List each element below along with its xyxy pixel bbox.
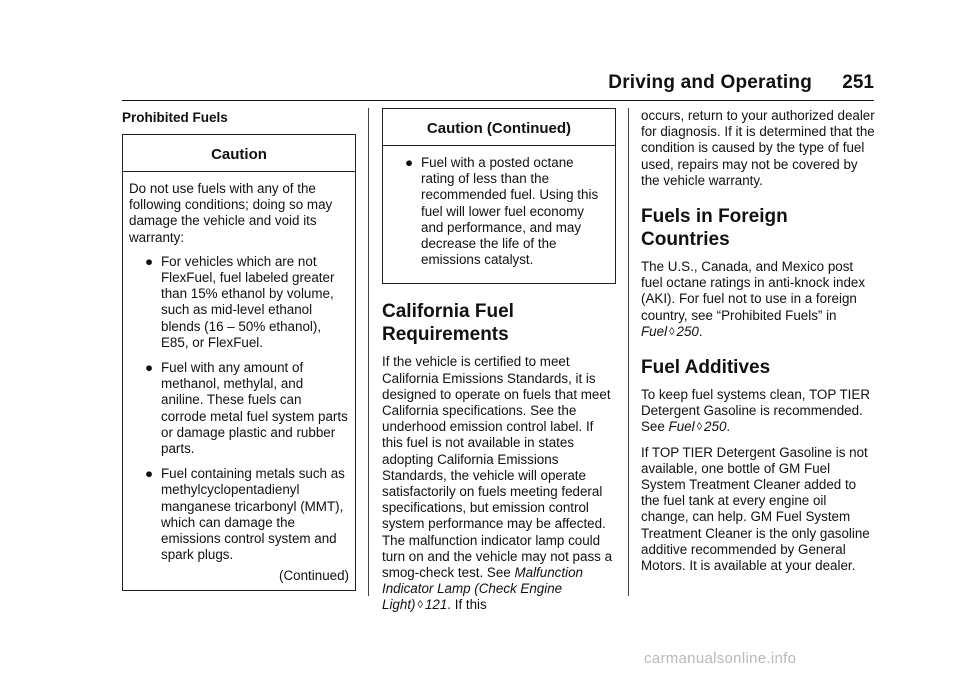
continued-paragraph: occurs, return to your authorized dealer for diagnosis. If it is determined that the condition is caused by the type of fuel used, repairs may not be covered by the vehicle warranty. bbox=[641, 108, 875, 188]
bullet-text: Fuel with any amount of methanol, methylal, and aniline. These fuels can corrode metal fuel system parts or damage plastic and rubber parts. bbox=[161, 360, 348, 457]
mil-link[interactable]: Malfunction Indicator Lamp (Check Engine Light) bbox=[382, 565, 583, 613]
page-ref-250[interactable]: 250 bbox=[704, 419, 727, 435]
fuel-additives-paragraph-2: If TOP TIER Detergent Gasoline is not available, one bottle of GM Fuel System Treatment Cleaner added to the fuel tank at every engine oil change, can help. GM Fuel System Treatment Cleaner is the only gasoline additive recommended by General Motors. It is available at your dealer. bbox=[641, 444, 870, 574]
page-header bbox=[122, 72, 874, 101]
fuel-additives-paragraph-1: To keep fuel systems clean, TOP TIER Detergent Gasoline is recommended. See Fuel ◊ 250. bbox=[641, 387, 870, 435]
page-number: 251 bbox=[842, 72, 874, 93]
page-ref-250[interactable]: 250 bbox=[676, 323, 699, 339]
page-ref-icon: ◊ bbox=[417, 599, 423, 612]
page-ref-icon: ◊ bbox=[669, 325, 675, 338]
caution-continued-title: Caution (Continued) bbox=[383, 109, 615, 146]
foreign-fuels-heading: Fuels in Foreign Countries bbox=[641, 206, 788, 251]
column-divider-1 bbox=[368, 108, 369, 596]
foreign-fuels-paragraph: The U.S., Canada, and Mexico post fuel octane ratings in anti-knock index (AKI). For fuel not to use in a foreign country, see “Prohibited Fuels” in Fuel ◊ 250. bbox=[641, 259, 866, 339]
column-3 bbox=[641, 108, 875, 583]
california-paragraph: If the vehicle is certified to meet California Emissions Standards, it is designed to operate on fuels that meet California specifications. See the underhood emission control label. If this fuel is not available in states adopting California Emissions Standards, the vehicle will operate satisfactorily on fuels meeting federal specifications, but emission control system performance may be affected. The malfunction indicator lamp could turn on and the vehicle may not pass a smog-check test. See Malfunction Indicator Lamp (Check Engine Light) ◊ 121. If this bbox=[382, 354, 613, 613]
bullet-text: Fuel containing metals such as methylcyclopentadienyl manganese tricarbonyl (MMT), which can damage the emissions control system and spark plugs. bbox=[161, 466, 345, 563]
caution-bullet-1 bbox=[129, 254, 349, 351]
watermark: carmanualsonline.info bbox=[644, 650, 797, 667]
bullet-icon: ● bbox=[144, 360, 154, 376]
column-2 bbox=[382, 108, 616, 623]
fuel-additives-heading: Fuel Additives bbox=[641, 357, 771, 379]
column-1 bbox=[122, 108, 356, 591]
caution-bullet-3 bbox=[129, 466, 349, 563]
prohibited-fuels-subhead: Prohibited Fuels bbox=[122, 110, 228, 125]
column-divider-2 bbox=[628, 108, 629, 596]
caution-bullet-4 bbox=[389, 155, 609, 268]
fuel-link[interactable]: Fuel bbox=[668, 419, 695, 435]
bullet-text: For vehicles which are not FlexFuel, fuel labeled greater than 15% ethanol by volume, such as mid-level ethanol blends (16 – 50% ethanol), E85, or FlexFuel. bbox=[161, 253, 335, 350]
bullet-text: Fuel with a posted octane rating of less than the recommended fuel. Using this fuel will lower fuel economy and performance, and may decrease the life of the emissions catalyst. bbox=[421, 155, 599, 268]
caution-title: Caution bbox=[123, 135, 355, 172]
bullet-icon: ● bbox=[144, 253, 154, 269]
fuel-link[interactable]: Fuel bbox=[641, 323, 668, 339]
section-title: Driving and Operating bbox=[608, 72, 812, 93]
bullet-icon: ● bbox=[144, 466, 154, 482]
page-ref-icon: ◊ bbox=[696, 421, 703, 434]
caution-box bbox=[122, 134, 356, 591]
caution-continued-box bbox=[382, 108, 616, 284]
california-fuel-heading: California Fuel Requirements bbox=[382, 301, 514, 346]
bullet-icon: ● bbox=[404, 155, 414, 170]
page-ref-121[interactable]: 121 bbox=[424, 597, 448, 613]
continued-label: (Continued) bbox=[279, 568, 349, 584]
caution-bullet-2 bbox=[129, 360, 349, 457]
caution-intro: Do not use fuels with any of the following conditions; doing so may damage the vehicle and void its warranty: bbox=[129, 181, 333, 245]
